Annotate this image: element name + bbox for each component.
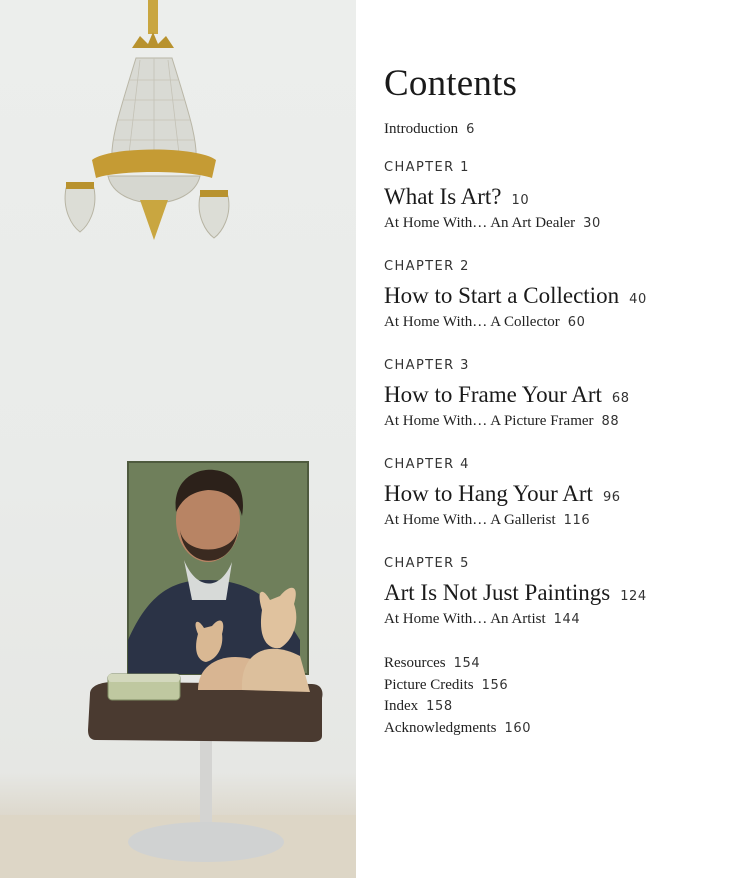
page-number: 10 (511, 193, 530, 208)
chapter-label: CHAPTER 5 (384, 556, 470, 571)
entry-label: At Home With… A Gallerist (384, 512, 556, 528)
toc-entry-resources[interactable] (384, 655, 480, 672)
toc-entry-acknowledgments[interactable] (384, 720, 531, 737)
toc-entry-chapter-1[interactable] (384, 184, 529, 210)
chapter-title: How to Hang Your Art (384, 481, 593, 506)
entry-label: Picture Credits (384, 677, 474, 693)
toc-entry-at-home-2[interactable] (384, 314, 586, 331)
chapter-label: CHAPTER 2 (384, 259, 470, 274)
chapter-label: CHAPTER 1 (384, 160, 470, 175)
page-number: 154 (453, 656, 481, 671)
toc-entry-chapter-3[interactable] (384, 382, 630, 408)
toc-entry-picture-credits[interactable] (384, 677, 508, 694)
entry-label: At Home With… An Artist (384, 611, 546, 627)
chapter-title: What Is Art? (384, 184, 502, 209)
toc-entry-chapter-2[interactable] (384, 283, 647, 309)
page-number: 124 (620, 589, 647, 604)
page-number: 96 (602, 490, 621, 505)
toc-entry-at-home-3[interactable] (384, 413, 619, 430)
chapter-title: Art Is Not Just Paintings (384, 580, 611, 605)
toc-entry-at-home-5[interactable] (384, 611, 580, 628)
entry-label: At Home With… A Picture Framer (384, 413, 594, 429)
chapter-label: CHAPTER 3 (384, 358, 470, 373)
page-number: 68 (611, 391, 630, 406)
toc-entry-introduction[interactable] (384, 121, 475, 138)
page-number: 144 (553, 612, 581, 627)
chapter-label: CHAPTER 4 (384, 457, 470, 472)
chapter-title: How to Start a Collection (384, 283, 620, 308)
decorative-box (108, 674, 180, 700)
toc-entry-at-home-1[interactable] (384, 215, 601, 232)
entry-label: At Home With… A Collector (384, 314, 560, 330)
entry-label: Index (384, 698, 419, 714)
page-title: Contents (384, 63, 518, 104)
toc-entry-chapter-5[interactable] (384, 580, 647, 606)
toc-entry-at-home-4[interactable] (384, 512, 590, 529)
toc-entry-chapter-4[interactable] (384, 481, 621, 507)
toc-entry-index[interactable] (384, 698, 453, 715)
chandelier-icon (65, 0, 229, 240)
table-of-contents (384, 0, 734, 878)
page-number: 156 (481, 678, 509, 693)
page-number: 116 (563, 513, 591, 528)
entry-label: Resources (384, 655, 446, 671)
page-number: 88 (601, 414, 620, 429)
chapter-title: How to Frame Your Art (384, 382, 602, 407)
interior-illustration (0, 0, 356, 878)
page-number: 60 (567, 315, 586, 330)
page-number: 40 (629, 292, 647, 307)
entry-label: Acknowledgments (384, 720, 497, 736)
page-number: 158 (426, 699, 453, 714)
page-number: 160 (504, 721, 532, 736)
page-number: 30 (583, 216, 601, 231)
interior-photo (0, 0, 356, 878)
entry-label: At Home With… An Art Dealer (384, 215, 576, 231)
entry-label: Introduction (384, 121, 459, 137)
page-number: 6 (466, 122, 476, 137)
